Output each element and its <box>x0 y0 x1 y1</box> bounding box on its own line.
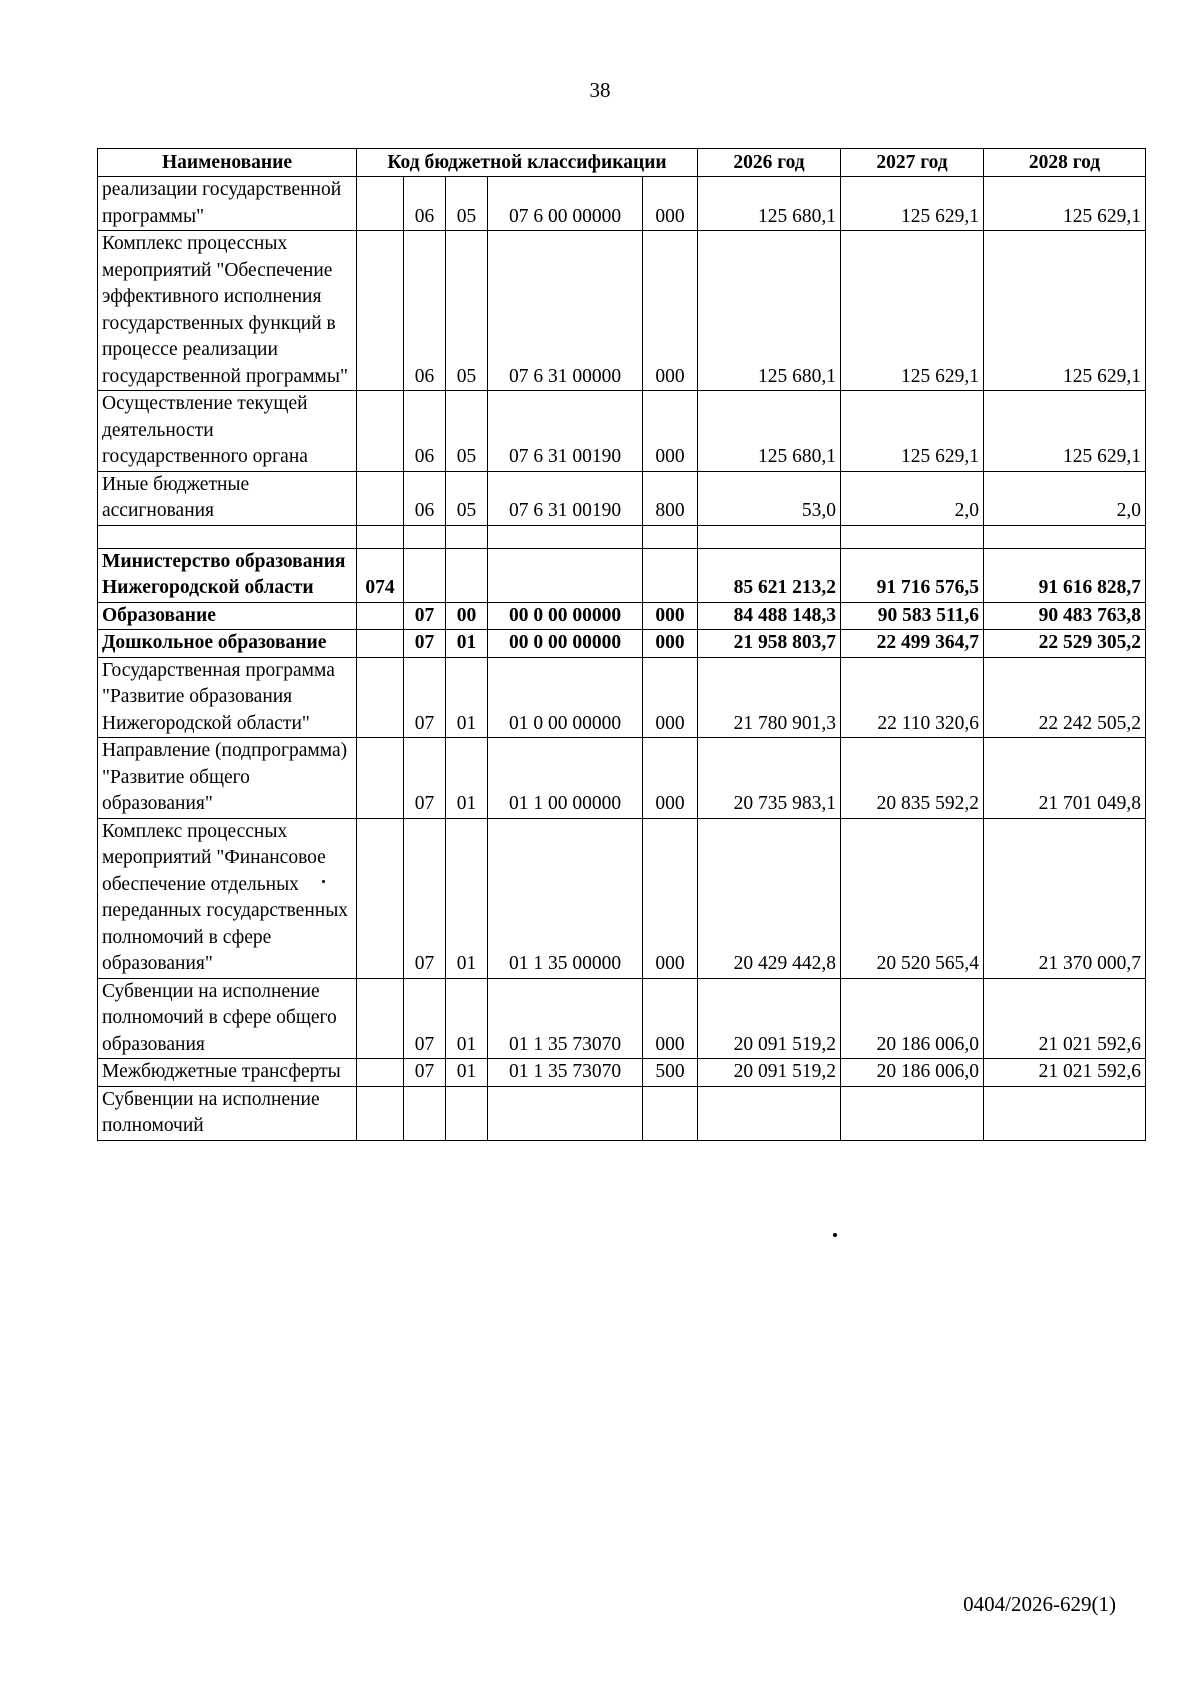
cell-value-2028: 2,0 <box>984 471 1146 525</box>
cell-code-ministry <box>357 978 404 1059</box>
cell-code-section: 07 <box>404 1059 446 1087</box>
cell-code-target <box>488 525 643 548</box>
cell-name: Министерство образования Нижегородской области <box>98 548 357 602</box>
cell-code-ministry <box>357 602 404 630</box>
cell-value-2027: 90 583 511,6 <box>841 602 984 630</box>
cell-value-2026: 53,0 <box>698 471 841 525</box>
cell-code-expense-type: 000 <box>643 630 698 658</box>
cell-code-expense-type: 000 <box>643 978 698 1059</box>
table-row <box>98 231 1146 391</box>
cell-code-ministry <box>357 231 404 391</box>
scan-speck <box>322 880 325 883</box>
cell-name: Направление (подпрограмма) "Развитие общего образования" <box>98 738 357 819</box>
cell-code-ministry <box>357 657 404 738</box>
cell-code-target: 01 1 35 73070 <box>488 1059 643 1087</box>
cell-code-target: 01 1 00 00000 <box>488 738 643 819</box>
cell-value-2028: 125 629,1 <box>984 231 1146 391</box>
cell-value-2026: 20 735 983,1 <box>698 738 841 819</box>
cell-code-target <box>488 548 643 602</box>
table-row <box>98 602 1146 630</box>
table-header-row <box>98 149 1146 177</box>
cell-code-subsection: 05 <box>446 231 488 391</box>
cell-code-expense-type <box>643 548 698 602</box>
cell-value-2028: 125 629,1 <box>984 391 1146 472</box>
cell-value-2028 <box>984 525 1146 548</box>
header-2026: 2026 год <box>698 149 841 177</box>
table-row <box>98 548 1146 602</box>
cell-value-2027: 20 186 006,0 <box>841 1059 984 1087</box>
table-row <box>98 630 1146 658</box>
cell-code-subsection: 00 <box>446 602 488 630</box>
cell-value-2027: 20 186 006,0 <box>841 978 984 1059</box>
cell-code-target <box>488 1086 643 1140</box>
cell-code-ministry: 074 <box>357 548 404 602</box>
table-row <box>98 818 1146 978</box>
cell-code-section: 07 <box>404 630 446 658</box>
cell-code-section <box>404 525 446 548</box>
cell-value-2026: 85 621 213,2 <box>698 548 841 602</box>
cell-value-2027: 125 629,1 <box>841 391 984 472</box>
cell-value-2026: 20 091 519,2 <box>698 978 841 1059</box>
cell-code-expense-type: 500 <box>643 1059 698 1087</box>
cell-name: Субвенции на исполнение полномочий в сфере общего образования <box>98 978 357 1059</box>
cell-code-ministry <box>357 1059 404 1087</box>
cell-code-subsection: 01 <box>446 738 488 819</box>
cell-code-target: 07 6 00 00000 <box>488 177 643 231</box>
cell-code-section: 07 <box>404 978 446 1059</box>
cell-code-expense-type: 000 <box>643 657 698 738</box>
cell-value-2027 <box>841 1086 984 1140</box>
table-row <box>98 1086 1146 1140</box>
cell-code-subsection: 01 <box>446 1059 488 1087</box>
table-body <box>98 177 1146 1141</box>
cell-code-target: 00 0 00 00000 <box>488 630 643 658</box>
cell-code-target: 00 0 00 00000 <box>488 602 643 630</box>
cell-name: Субвенции на исполнение полномочий <box>98 1086 357 1140</box>
cell-code-expense-type: 000 <box>643 602 698 630</box>
cell-code-section <box>404 1086 446 1140</box>
cell-code-target: 01 0 00 00000 <box>488 657 643 738</box>
cell-value-2027 <box>841 525 984 548</box>
cell-code-section: 06 <box>404 391 446 472</box>
cell-name: Межбюджетные трансферты <box>98 1059 357 1087</box>
header-2027: 2027 год <box>841 149 984 177</box>
cell-value-2028: 22 242 505,2 <box>984 657 1146 738</box>
cell-value-2026: 125 680,1 <box>698 231 841 391</box>
table-row <box>98 978 1146 1059</box>
cell-code-target: 01 1 35 00000 <box>488 818 643 978</box>
cell-code-section: 06 <box>404 471 446 525</box>
cell-name: Государственная программа "Развитие образования Нижегородской области" <box>98 657 357 738</box>
cell-code-ministry <box>357 818 404 978</box>
cell-code-section: 07 <box>404 657 446 738</box>
cell-code-target: 07 6 31 00190 <box>488 471 643 525</box>
page-number: 38 <box>589 78 611 102</box>
cell-code-ministry <box>357 1086 404 1140</box>
cell-value-2026: 20 091 519,2 <box>698 1059 841 1087</box>
cell-code-section: 07 <box>404 602 446 630</box>
cell-code-ministry <box>357 391 404 472</box>
cell-code-subsection: 01 <box>446 657 488 738</box>
cell-code-section: 06 <box>404 231 446 391</box>
cell-code-expense-type <box>643 1086 698 1140</box>
cell-value-2027: 20 835 592,2 <box>841 738 984 819</box>
table-row <box>98 391 1146 472</box>
cell-code-expense-type: 000 <box>643 177 698 231</box>
cell-value-2028: 21 701 049,8 <box>984 738 1146 819</box>
cell-value-2026 <box>698 1086 841 1140</box>
cell-value-2027: 125 629,1 <box>841 231 984 391</box>
cell-code-target: 01 1 35 73070 <box>488 978 643 1059</box>
table-row <box>98 177 1146 231</box>
cell-name: Комплекс процессных мероприятий "Финансовое обеспечение отдельных переданных государственных полномочий в сфере образования" <box>98 818 357 978</box>
cell-value-2026: 125 680,1 <box>698 177 841 231</box>
cell-code-subsection: 01 <box>446 818 488 978</box>
cell-code-subsection: 05 <box>446 471 488 525</box>
cell-code-expense-type: 000 <box>643 231 698 391</box>
cell-code-subsection: 01 <box>446 630 488 658</box>
cell-value-2026: 84 488 148,3 <box>698 602 841 630</box>
cell-code-ministry <box>357 630 404 658</box>
cell-name: Дошкольное образование <box>98 630 357 658</box>
cell-code-ministry <box>357 738 404 819</box>
cell-value-2028: 21 370 000,7 <box>984 818 1146 978</box>
cell-name: Осуществление текущей деятельности государственного органа <box>98 391 357 472</box>
cell-value-2028 <box>984 1086 1146 1140</box>
document-code: 0404/2026-629(1) <box>963 1592 1116 1616</box>
cell-value-2027: 125 629,1 <box>841 177 984 231</box>
cell-code-subsection: 05 <box>446 177 488 231</box>
cell-value-2027: 2,0 <box>841 471 984 525</box>
cell-name <box>98 525 357 548</box>
cell-code-subsection: 05 <box>446 391 488 472</box>
cell-value-2026: 21 780 901,3 <box>698 657 841 738</box>
table-row <box>98 525 1146 548</box>
cell-code-expense-type: 000 <box>643 391 698 472</box>
cell-name: Комплекс процессных мероприятий "Обеспечение эффективного исполнения государственных функций в процессе реализации государственной программы" <box>98 231 357 391</box>
cell-code-ministry <box>357 177 404 231</box>
cell-code-expense-type <box>643 525 698 548</box>
table-row <box>98 1059 1146 1087</box>
cell-value-2028: 91 616 828,7 <box>984 548 1146 602</box>
table-row <box>98 471 1146 525</box>
header-name: Наименование <box>98 149 357 177</box>
budget-table <box>97 148 1146 1141</box>
cell-code-subsection <box>446 525 488 548</box>
table-row <box>98 738 1146 819</box>
cell-name: Образование <box>98 602 357 630</box>
cell-name: Иные бюджетные ассигнования <box>98 471 357 525</box>
cell-code-expense-type: 800 <box>643 471 698 525</box>
cell-code-section <box>404 548 446 602</box>
cell-code-subsection <box>446 1086 488 1140</box>
cell-value-2028: 21 021 592,6 <box>984 978 1146 1059</box>
cell-value-2028: 21 021 592,6 <box>984 1059 1146 1087</box>
cell-value-2027: 22 499 364,7 <box>841 630 984 658</box>
cell-value-2028: 22 529 305,2 <box>984 630 1146 658</box>
cell-value-2028: 90 483 763,8 <box>984 602 1146 630</box>
table-row <box>98 657 1146 738</box>
cell-value-2026: 20 429 442,8 <box>698 818 841 978</box>
header-code: Код бюджетной классификации <box>357 149 698 177</box>
cell-code-ministry <box>357 471 404 525</box>
cell-code-subsection: 01 <box>446 978 488 1059</box>
cell-value-2028: 125 629,1 <box>984 177 1146 231</box>
cell-code-target: 07 6 31 00190 <box>488 391 643 472</box>
cell-code-section: 06 <box>404 177 446 231</box>
cell-value-2027: 91 716 576,5 <box>841 548 984 602</box>
cell-code-subsection <box>446 548 488 602</box>
cell-code-expense-type: 000 <box>643 818 698 978</box>
scan-speck <box>833 1233 837 1237</box>
cell-code-ministry <box>357 525 404 548</box>
cell-value-2026 <box>698 525 841 548</box>
cell-code-section: 07 <box>404 818 446 978</box>
cell-value-2027: 20 520 565,4 <box>841 818 984 978</box>
cell-code-expense-type: 000 <box>643 738 698 819</box>
cell-value-2027: 22 110 320,6 <box>841 657 984 738</box>
header-2028: 2028 год <box>984 149 1146 177</box>
cell-name: реализации государственной программы" <box>98 177 357 231</box>
cell-code-target: 07 6 31 00000 <box>488 231 643 391</box>
cell-value-2026: 21 958 803,7 <box>698 630 841 658</box>
cell-value-2026: 125 680,1 <box>698 391 841 472</box>
cell-code-section: 07 <box>404 738 446 819</box>
